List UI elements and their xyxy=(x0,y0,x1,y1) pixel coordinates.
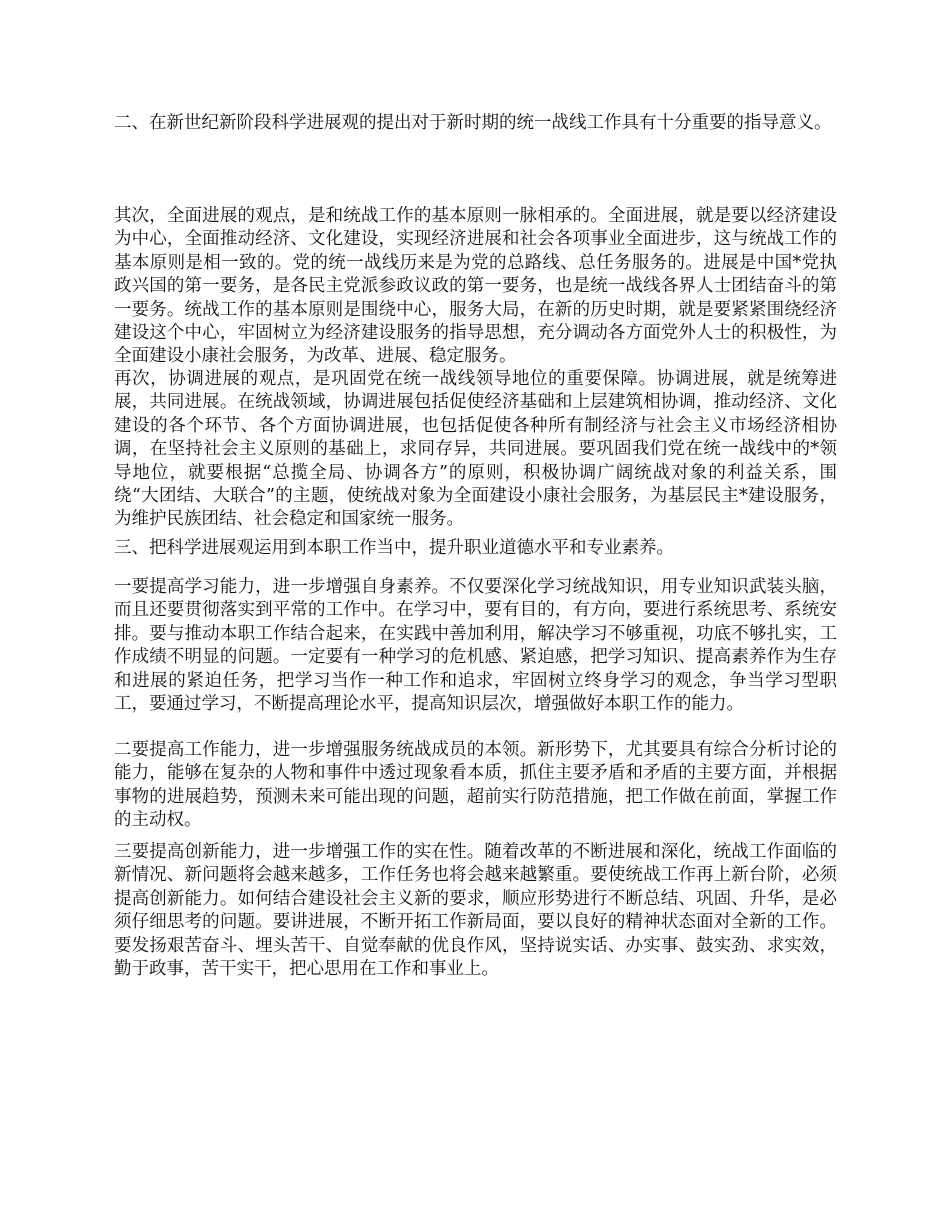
section-two-heading-paragraph: 二、在新世纪新阶段科学进展观的提出对于新时期的统一战线工作具有十分重要的指导意义。 xyxy=(114,113,832,133)
learning-ability-paragraph: 一要提高学习能力，进一步增强自身素养。不仅要深化学习统战知识，用专业知识武装头脑，而且还要贯彻落实到平常的工作中。在学习中，要有目的，有方向，要进行系统思考、系统安排。要与推动本职工作结合起来，在实践中善加利用，解决学习不够重视，功底不够扎实，工作成绩不明显的问题。一定要有一种学习的危机感、紧迫感，把学习知识、提高素养作为生存和进展的紧迫任务，把学习当作一种工作和追求，牢固树立终身学习的观念，争当学习型职工，要通过学习，不断提高理论水平，提高知识层次，增强做好本职工作的能力。 xyxy=(114,577,837,715)
working-ability-paragraph: 二要提高工作能力，进一步增强服务统战成员的本领。新形势下，尤其要具有综合分析讨论的能力，能够在复杂的人物和事件中透过现象看本质，抓住主要矛盾和矛盾的主要方面，并根据事物的进展趋势，预测未来可能出现的问题，超前实行防范措施，把工作做在前面，掌握工作的主动权。 xyxy=(114,740,837,831)
coordinated-development-paragraph: 再次，协调进展的观点，是巩固党在统一战线领导地位的重要保障。协调进展，就是统筹进展，共同进展。在统战领域，协调进展包括促使经济基础和上层建筑相协调，推动经济、文化建设的各个环节、各个方面协调进展，也包括促使各种所有制经济与社会主义市场经济相协调，在坚持社会主义原则的基础上，求同存异，共同进展。要巩固我们党在统一战线中的*领导地位，就要根据“总揽全局、协调各方”的原则，积极协调广阔统战对象的利益关系，围绕“大团结、大联合”的主题，使统战对象为全面建设小康社会服务，为基层民主*建设服务，为维护民族团结、社会稳定和国家统一服务。 xyxy=(114,369,837,530)
innovation-ability-paragraph: 三要提高创新能力，进一步增强工作的实在性。随着改革的不断进展和深化，统战工作面临的新情况、新问题将会越来越多，工作任务也将会越来越繁重。要使统战工作再上新台阶，必须提高创新能力。如何结合建设社会主义新的要求，顺应形势进行不断总结、巩固、升华，是必须仔细思考的问题。要讲进展，不断开拓工作新局面，要以良好的精神状态面对全新的工作。要发扬艰苦奋斗、埋头苦干、自觉奉献的优良作风，坚持说实话、办实事、鼓实劲、求实效，勤于政事，苦干实干，把心思用在工作和事业上。 xyxy=(114,842,837,980)
comprehensive-development-paragraph: 其次，全面进展的观点，是和统战工作的基本原则一脉相承的。全面进展，就是要以经济建设为中心，全面推动经济、文化建设，实现经济进展和社会各项事业全面进步，这与统战工作的基本原则是相一致的。党的统一战线历来是为党的总路线、总任务服务的。进展是中国*党执政兴国的第一要务，是各民主党派参政议政的第一要务，也是统一战线各界人士团结奋斗的第一要务。统战工作的基本原则是围绕中心，服务大局，在新的历史时期，就是要紧紧围绕经济建设这个中心，牢固树立为经济建设服务的指导思想，充分调动各方面党外人士的积极性，为全面建设小康社会服务，为改革、进展、稳定服务。 xyxy=(114,206,837,367)
section-three-heading-paragraph: 三、把科学进展观运用到本职工作当中，提升职业道德水平和专业素养。 xyxy=(114,538,674,558)
